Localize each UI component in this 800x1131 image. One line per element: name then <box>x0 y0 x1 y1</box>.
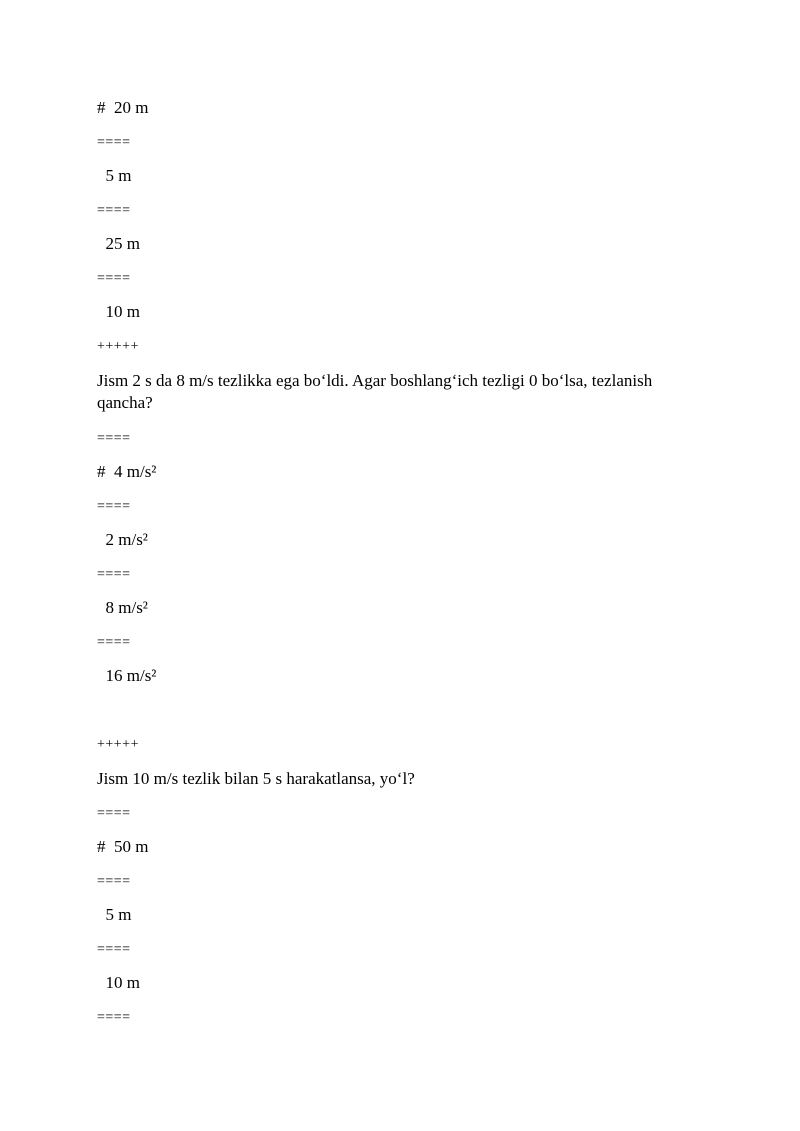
answer-correct-line: # 4 m/s² <box>97 462 157 481</box>
question-text: Jism 10 m/s tezlik bilan 5 s harakatlansa, yo‘l? <box>97 769 415 788</box>
answer-separator: ==== <box>97 431 131 446</box>
answer-line: 5 m <box>97 905 132 924</box>
answer-line: 8 m/s² <box>97 598 148 617</box>
question-text: Jism 2 s da 8 m/s tezlikka ega bo‘ldi. Agar boshlang‘ich tezligi 0 bo‘lsa, tezlanish qancha? <box>97 371 653 412</box>
answer-correct-line: # 20 m <box>97 98 149 117</box>
answer-correct-line: # 50 m <box>97 837 149 856</box>
answer-separator: ==== <box>97 635 131 650</box>
answer-separator: ==== <box>97 1010 131 1025</box>
answer-separator: ==== <box>97 203 131 218</box>
answer-line: 25 m <box>97 234 140 253</box>
answer-separator: ==== <box>97 271 131 286</box>
answer-line: 10 m <box>97 302 140 321</box>
question-separator: +++++ <box>97 339 139 354</box>
answer-line: 2 m/s² <box>97 530 148 549</box>
answer-line: 10 m <box>97 973 140 992</box>
answer-line: 16 m/s² <box>97 666 157 685</box>
answer-line: 5 m <box>97 166 132 185</box>
answer-separator: ==== <box>97 499 131 514</box>
answer-separator: ==== <box>97 942 131 957</box>
answer-separator: ==== <box>97 806 131 821</box>
answer-separator: ==== <box>97 874 131 889</box>
question-separator: +++++ <box>97 737 139 752</box>
answer-separator: ==== <box>97 567 131 582</box>
answer-separator: ==== <box>97 135 131 150</box>
